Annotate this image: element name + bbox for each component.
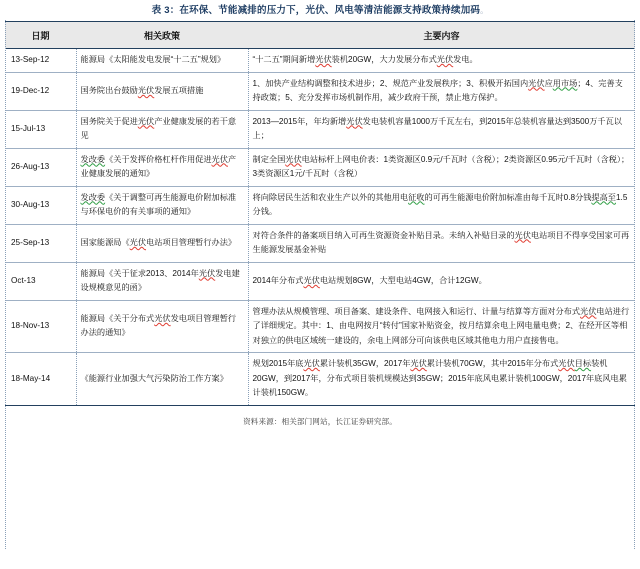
table-row (5, 300, 635, 353)
cell-policy: 《能源行业加强大气污染防治工作方案》 (76, 353, 248, 406)
cell-date: 15-Jul-13 (5, 110, 76, 148)
policy-table (5, 21, 635, 406)
cell-content: 管理办法从规模管理、项目备案、建设条件、电网接入和运行、计量与结算等方面对分布式光伏电站进行了详细规定。其中：1、由电网按月“转付”国家补贴资金，按月结算余电上网电量电费；2、在经开区等相对独立的供电区域统一建设的，余电上网部分可向该供电区域其他电力用户直接售电。 (248, 300, 635, 353)
table-row (5, 148, 635, 186)
column-header-content: 主要内容 (248, 22, 635, 49)
cell-date: 18-May-14 (5, 353, 76, 406)
cell-date: Oct-13 (5, 262, 76, 300)
column-header-date: 日期 (5, 22, 76, 49)
cell-date: 19-Dec-12 (5, 72, 76, 110)
cell-policy: 发改委《关于调整可再生能源电价附加标准与环保电价的有关事项的通知》 (76, 186, 248, 224)
cell-date: 13-Sep-12 (5, 49, 76, 73)
table-header (5, 22, 635, 49)
cell-content: 规划2015年底光伏累计装机35GW，2017年光伏累计装机70GW，其中2015年分布式光伏目标装机20GW，到2017年，分布式项目装机规模达到35GW；2015年底风电累计装机100GW，2017年底风电累计装机150GW。 (248, 353, 635, 406)
table-row (5, 353, 635, 406)
cell-policy: 能源局《关于分布式光伏发电项目管理暂行办法的通知》 (76, 300, 248, 353)
table-row (5, 262, 635, 300)
cell-policy: 国家能源局《光伏电站项目管理暂行办法》 (76, 224, 248, 262)
table-row (5, 49, 635, 73)
cell-date: 26-Aug-13 (5, 148, 76, 186)
figure-caption-mark: 。 (480, 6, 489, 15)
cell-content: “十二五”期间新增光伏装机20GW，大力发展分布式光伏发电。 (248, 49, 635, 73)
cell-date: 30-Aug-13 (5, 186, 76, 224)
cell-policy: 发改委《关于发挥价格杠杆作用促进光伏产业健康发展的通知》 (76, 148, 248, 186)
cell-policy: 国务院出台鼓励光伏发展五项措施 (76, 72, 248, 110)
table-body (5, 49, 635, 406)
table-row (5, 72, 635, 110)
cell-content: 制定全国光伏电站标杆上网电价表：1类资源区0.9元/千瓦时（含税）；2类资源区0.95元/千瓦时（含税）；3类资源区1元/千瓦时（含税） (248, 148, 635, 186)
table-row (5, 110, 635, 148)
cell-date: 25-Sep-13 (5, 224, 76, 262)
cell-date: 18-Nov-13 (5, 300, 76, 353)
cell-content: 1、加快产业结构调整和技术进步；2、规范产业发展秩序；3、积极开拓国内光伏应用市场；4、完善支持政策；5、充分发挥市场机制作用，减少政府干预，禁止地方保护。 (248, 72, 635, 110)
table-row (5, 224, 635, 262)
figure-caption (0, 0, 640, 21)
cell-content: 2013—2015年，年均新增光伏发电装机容量1000万千瓦左右，到2015年总装机容量达到3500万千瓦以上； (248, 110, 635, 148)
cell-policy: 能源局《关于征求2013、2014年光伏发电建设规模意见的函》 (76, 262, 248, 300)
table-row (5, 186, 635, 224)
right-dotted-guide (634, 20, 635, 549)
cell-content: 对符合条件的备案项目纳入可再生资源资金补贴目录。未纳入补贴目录的光伏电站项目不得享受国家可再生能源发展基金补贴 (248, 224, 635, 262)
cell-content: 将向除居民生活和农业生产以外的其他用电征收的可再生能源电价附加标准由每千瓦时0.8分钱提高至1.5分钱。 (248, 186, 635, 224)
figure-caption-text: 表 3：在环保、节能减排的压力下，光伏、风电等清洁能源支持政策持续加码 (151, 5, 481, 16)
source-note: 资料来源：相关部门网站，长江证券研究部。 (243, 416, 397, 426)
table-header-row (5, 22, 635, 49)
cell-content: 2014年分布式光伏电站规划8GW，大型电站4GW，合计12GW。 (248, 262, 635, 300)
column-header-policy: 相关政策 (76, 22, 248, 49)
left-dotted-guide (5, 20, 6, 549)
cell-policy: 能源局《太阳能发电发展“十二五”规划》 (76, 49, 248, 73)
cell-policy: 国务院关于促进光伏产业健康发展的若干意见 (76, 110, 248, 148)
